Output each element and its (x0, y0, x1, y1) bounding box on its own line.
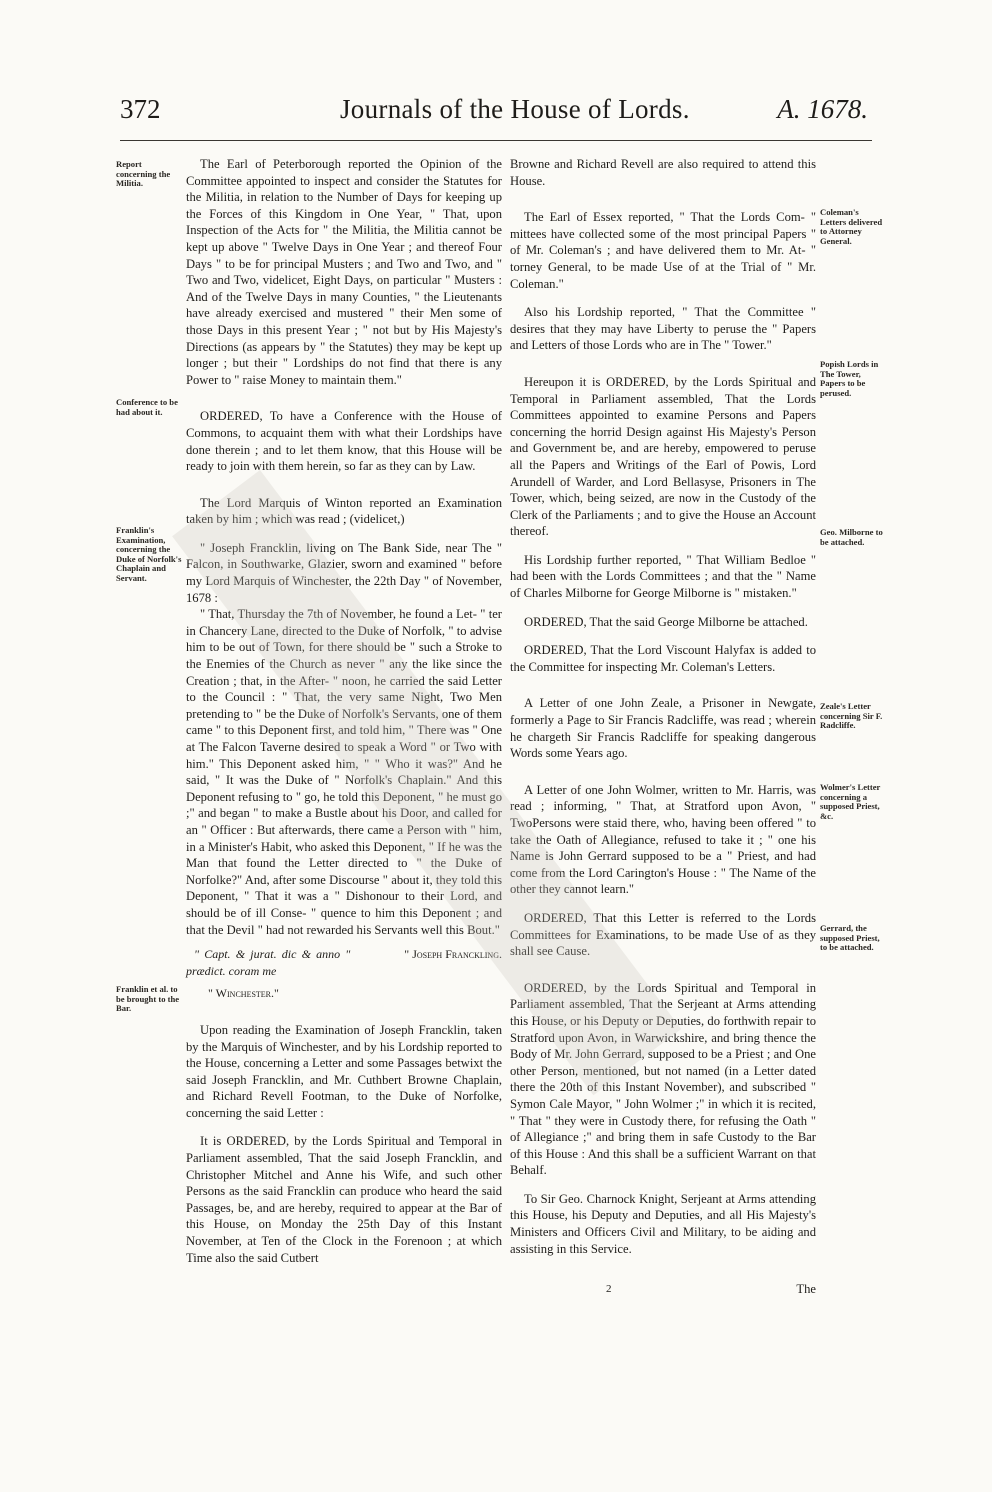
sidenote-conference: Conference to be had about it. (116, 397, 178, 417)
francklin-deposition-intro: " Joseph Francklin, living on The Bank Side, near The " Falcon, in Southwarke, Glazier, sworn and examined " before my Lord Marquis of Winchester, the 22th Day " of November, 1678 : (186, 540, 502, 605)
bedloe-report: His Lordship further reported, " That William Bedloe " had been with the Lords Committees ; and that the " Name of Charles Milborne for George Milborne is " mistaken." (510, 552, 816, 601)
sidenote-gerrard: Gerrard, the supposed Priest, to be attached. (820, 923, 880, 953)
sidenote-wolmer: Wolmer's Letter concerning a supposed Priest, &c. (820, 782, 881, 821)
left-column (186, 156, 502, 1266)
header-rule (120, 140, 872, 141)
winchester-signature: " Winchester." (208, 986, 279, 1001)
page-header (0, 94, 992, 134)
deponent-signature: " Joseph Franckling. (404, 947, 502, 962)
winton-report: The Lord Marquis of Winton reported an Examination taken by him ; which was read ; (videlicet,) (186, 495, 502, 527)
conference-order: ORDERED, To have a Conference with the House of Commons, to acquaint them with what their Lordships have done therein ; and to let them know, that this House will be ready to join with them herein, so far as they can by Law. (186, 409, 502, 474)
serjeant-warrant: To Sir Geo. Charnock Knight, Serjeant at Arms attending this House, his Deputy and Deputies, and all His Majesty's Ministers and Officers Civil and Military, to be aiding and assisting in this Service. (510, 1191, 816, 1256)
popish-lords-order: Hereupon it is ORDERED, by the Lords Spiritual and Temporal in Parliament assembled, That the Lords Committees appointed to examine Persons and Papers concerning the horrid Design against His Majesty's Person and Government be, and are hereby, empowered to peruse all the Papers and Writings of the Earl of Powis, Lord Arundell of Warder, and Lord Bellasyse, Prisoners in The Tower, which, being seized, are now in the Custody of the Clerk of the Parliaments ; and to give the House an Account thereof. (510, 374, 816, 539)
page-number: 372 (120, 94, 161, 124)
francklin-deposition-body: " That, Thursday the 7th of November, he found a Let- " ter in Chancery Lane, directed to the Duke of Norfolk, " to advise him to be out of Town, for there should be " such a Stroke to the Enemies of the Church as never " any the like since the Creation ; that, in the After- " noon, he carried the said Letter to the Council : " That, the very same Night, Two Men pretending to " be the Duke of Norfolk's Servants, one of them came " to this Deponent first, and told him, " There was " One at The Falcon Taverne desired to speak a Word " or Two with him." This Deponent asked him, " " Who it was?" And he said, " It was the Duke of " Norfolk's Chaplain." And this Deponent refusing to " go, he told this Deponent, " he must go ;" and began " to make a Bustle about his Door, and called for an " Officer : But afterwards, there came a Person with " him, in a Minister's Habit, who asked this Deponent, " If he was the Man that found the Letter directed to " the Duke of Norfolke?" And, after some Discourse " about it, they told this Deponent, " That it was a " Dishonour to their Lord, and should be of ill Conse- " quence to him this Deponent ; and that the Devil " had not rewarded his Servants well this Bout." (186, 607, 502, 937)
halyfax-order: ORDERED, That the Lord Viscount Halyfax is added to the Committee for inspecting Mr. Coleman's Letters. (510, 643, 816, 674)
catchword: The (796, 1281, 816, 1296)
signature-mark: 2 (606, 1282, 612, 1295)
sidenote-franklin-exam: Franklin's Examination, concerning the Duke of Norfolk's Chaplain and Servant. (116, 525, 182, 583)
sidenote-popish: Popish Lords in The Tower, Papers to be perused. (820, 359, 879, 398)
francklin-bar-order: It is ORDERED, by the Lords Spiritual and Temporal in Parliament assembled, That the said Joseph Francklin, and Christopher Mitchel and Anne his Wife, and such other Persons as the said Francklin can produce who heard the said Passages, be, and are hereby, required to appear at the Bar of this House, on Monday the 25th Day of this Instant November, at Ten of the Clock in the Forenoon ; at which Time also the said Cutbert (186, 1134, 502, 1265)
right-column (510, 156, 816, 1296)
examination-reading: Upon reading the Examination of Joseph Francklin, taken by the Marquis of Winchester, and by his Lordship reported to the House, concerning a Letter and some Passages betwixt the said Joseph Francklin, and Mr. Cuthbert Browne Chaplain, and Richard Revell Footman, to the Duke of Norfolke, concerning the said Letter : (186, 1022, 502, 1120)
sidenote-franklin-bar: Franklin et al. to be brought to the Bar. (116, 984, 180, 1014)
zeale-letter: A Letter of one John Zeale, a Prisoner in Newgate, formerly a Page to Sir Francis Radcliffe, was read ; wherein he chargeth Sir Francis Radcliffe for speaking dangerous Words some Years ago. (510, 696, 816, 761)
gerrard-order: ORDERED, by the Lords Spiritual and Temporal in Parliament assembled, That the Serjeant at Arms attending this House, or his Deputy or Deputies, do forthwith repair to Stratford upon Avon, in Warwickshire, and bring thence the Body of Mr. John Gerrard, supposed to be a Priest ; and One other Person, mentioned, but not named (in a Letter dated there the 20th of this Instant November), and subscribed " Symon Cale Mayor, " John Wolmer ;" in which it is recited, " That " they were in Custody there, for refusing the Oath " of Allegiance ;" and bring them in safe Custody to the Bar of this House : And this shall be a sufficient Warrant on that Behalf. (510, 980, 816, 1178)
sidenote-zeale: Zeale's Letter concerning Sir F. Radcliffe. (820, 701, 883, 731)
wolmer-letter: A Letter of one John Wolmer, written to Mr. Harris, was read ; informing, " That, at Stratford upon Avon, " TwoPersons were staid there, who, having been offered " to take the Oath of Allegiance, refused to take it ; " one his Name is John Gerrard supposed to be a " Priest, and had come from the Lord Carington's House : " The Name of the other they cannot learn." (510, 782, 816, 897)
papers-peruse-report: Also his Lordship reported, " That the Committee " desires that they may have Liberty to peruse the " Papers and Letters of those Lords who are in The " Tower." (510, 305, 816, 353)
sworn-before: " Capt. & jurat. dic & anno " prædict. coram me (186, 947, 351, 978)
sidenote-militia: Report concerning the Militia. (116, 159, 171, 189)
deposition-signature (186, 946, 502, 979)
sidenote-coleman: Coleman's Letters delivered to Attorney General. (820, 207, 883, 246)
journal-title: Journals of the House of Lords. (340, 94, 690, 124)
letter-referral-order: ORDERED, That this Letter is referred to the Lords Committees for Examinations, to be made Use of as they shall see Cause. (510, 910, 816, 959)
essex-report: The Earl of Essex reported, " That the Lords Com- " mittees have collected some of the most principal Papers " of Mr. Coleman's ; and have delivered them to Mr. At- " torney General, to be made Use of at the Trial of " Mr. Coleman." (510, 210, 816, 291)
sidenote-milborne: Geo. Milborne to be attached. (820, 527, 883, 547)
journal-year: A. 1678. (777, 94, 868, 124)
milborne-order: ORDERED, That the said George Milborne be attached. (524, 614, 808, 629)
militia-report: The Earl of Peterborough reported the Opinion of the Committee appointed to inspect and consider the Statutes for the Militia, in relation to the Number of Days for keeping up the Forces of this Kingdom in One Year, " That, upon Inspection of the Acts for " the Militia, the Militia cannot be kept up above " Twelve Days in One Year ; and thereof Four Days " to be for principal Musters ; and Two and Two, and " Two and Two, videlicet, Eight Days, on particular " Musters : And of the Twelve Days in many Counties, " the Lieutenants have already exercised and mustered " their Men some of those Days in this present Year ; " not but by His Majesty's Directions (as appears by " the Statutes) they may be kept up longer ; but their " Lordships do not find that there is any Power to " raise Money to maintain them." (186, 157, 502, 387)
browne-revell-continuation: Browne and Richard Revell are also required to attend this House. (510, 157, 816, 188)
